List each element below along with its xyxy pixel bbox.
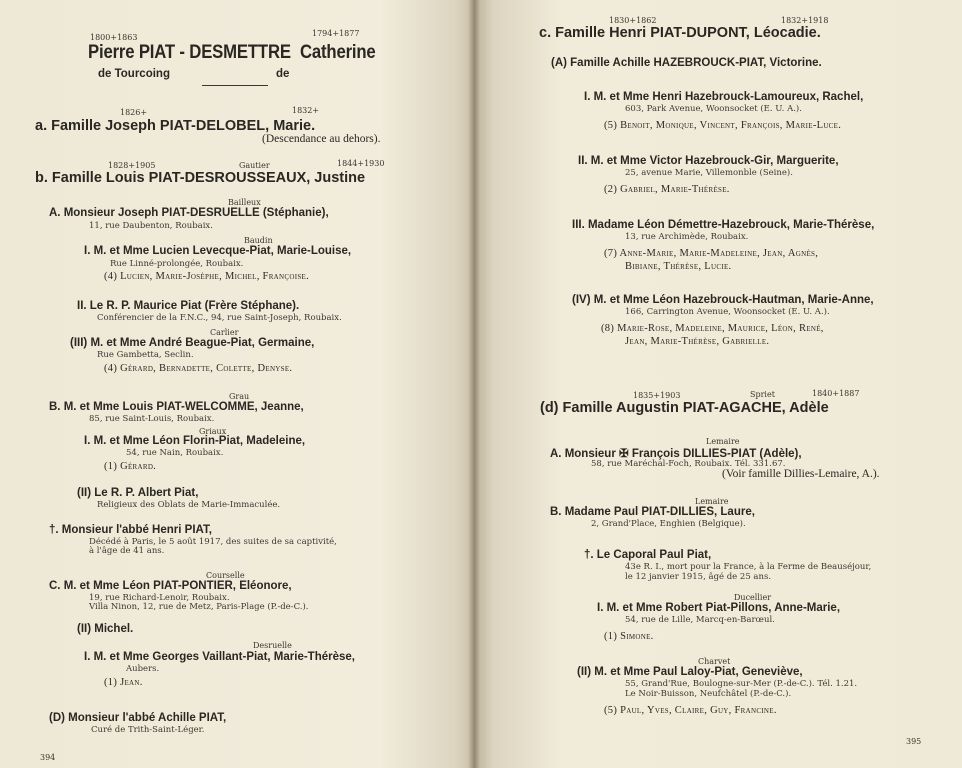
entry-dB-addr: 2, Grand'Place, Enghien (Belgique). (591, 519, 746, 529)
entry-dA-note: (Voir famille Dillies-Lemaire, A.). (722, 468, 880, 480)
entry-bD-addr: Curé de Trith-Saint-Léger. (91, 725, 205, 735)
entry-dB1: I. M. et Mme Robert Piat-Pillons, Anne-Marie, (597, 602, 841, 614)
entry-bB2: (II) Le R. P. Albert Piat, (77, 487, 199, 499)
entry-cA4-kids-2: Jean, Marie-Thérèse, Gabrielle. (625, 336, 770, 347)
entry-cA3-addr: 13, rue Archimède, Roubaix. (625, 232, 749, 242)
entry-cA3-kids-1: (7) Anne-Marie, Marie-Madeleine, Jean, Agnès, (604, 248, 819, 259)
b-dates-2: 1844+1930 (337, 159, 385, 168)
entry-abbe-addr-2: à l'âge de 41 ans. (89, 546, 165, 556)
entry-bC-addr-2: Villa Ninon, 12, rue de Metz, Paris-Plage (P.-de-C.). (89, 602, 309, 612)
bC1-maiden: Desruelle (253, 641, 292, 650)
entry-dB2-addr-1: 55, Grand'Rue, Boulogne-sur-Mer (P.-de-C.). Tél. 1.21. (625, 679, 858, 689)
title-pierre: Pierre PIAT - DESMETTRE (88, 42, 291, 63)
page-number-left: 394 (40, 753, 56, 762)
entry-dB2-addr-2: Le Noir-Buisson, Neufchâtel (P.-de-C.). (625, 689, 792, 699)
entry-dB1-addr: 54, rue de Lille, Marcq-en-Barœul. (625, 615, 775, 625)
entry-bD: (D) Monsieur l'abbé Achille PIAT, (49, 712, 227, 724)
dates-catherine: 1794+1877 (312, 29, 360, 38)
entry-bC: C. M. et Mme Léon PIAT-PONTIER, Eléonore, (49, 580, 292, 592)
header-rule (202, 85, 268, 86)
entry-bC2: (II) Michel. (77, 623, 134, 635)
entry-cA3-kids-2: Bibiane, Thérèse, Lucie. (625, 261, 732, 272)
b-dates-1: 1828+1905 (108, 161, 156, 170)
entry-abbe-henri: †. Monsieur l'abbé Henri PIAT, (49, 524, 212, 536)
family-d: (d) Famille Augustin PIAT-AGACHE, Adèle (540, 400, 829, 416)
title-catherine: Catherine (300, 42, 376, 63)
entry-bB2-addr: Religieux des Oblats de Marie-Immaculée. (97, 500, 281, 510)
entry-cA1-kids: (5) Benoit, Monique, Vincent, François, Marie-Luce. (604, 120, 842, 131)
entry-dB2: (II) M. et Mme Paul Laloy-Piat, Geneviève, (577, 666, 803, 678)
family-a: a. Famille Joseph PIAT-DELOBEL, Marie. (35, 118, 316, 134)
bA3-maiden: Carlier (210, 328, 239, 337)
entry-dB: B. Madame Paul PIAT-DILLIES, Laure, (550, 506, 755, 518)
entry-bA3: (III) M. et Mme André Beague-Piat, Germaine, (70, 337, 315, 349)
entry-caporal-addr-2: le 12 janvier 1915, âgé de 25 ans. (625, 572, 772, 582)
entry-cA2: II. M. et Mme Victor Hazebrouck-Gir, Marguerite, (578, 155, 839, 167)
entry-dA: A. Monsieur ✠ François DILLIES-PIAT (Adèle), (550, 448, 802, 460)
family-c: c. Famille Henri PIAT-DUPONT, Léocadie. (539, 25, 821, 41)
entry-cA2-addr: 25, avenue Marie, Villemonble (Seine). (625, 168, 793, 178)
dB1-maiden: Ducellier (734, 593, 772, 602)
dates-pierre: 1800+1863 (90, 33, 138, 42)
entry-abbe-addr-1: Décédé à Paris, le 5 août 1917, des suites de sa captivité, (89, 537, 337, 547)
b-maiden: Gautier (239, 161, 270, 170)
entry-caporal: †. Le Caporal Paul Piat, (584, 549, 712, 561)
left-page (0, 0, 474, 768)
book-gutter (468, 0, 480, 768)
d-dates-2: 1840+1887 (812, 389, 860, 398)
c-dates-1: 1830+1862 (609, 16, 657, 25)
entry-caporal-addr-1: 43e R. I., mort pour la France, à la Ferme de Beauséjour, (625, 562, 872, 572)
entry-cA4-addr: 166, Carrington Avenue, Woonsocket (E. U. A.). (625, 307, 830, 317)
dB-maiden: Lemaire (695, 497, 729, 506)
entry-bC1: I. M. et Mme Georges Vaillant-Piat, Marie-Thérèse, (84, 651, 355, 663)
page-number-right: 395 (906, 737, 922, 746)
entry-cA4-kids-1: (8) Marie-Rose, Madeleine, Maurice, Léon, René, (601, 323, 824, 334)
entry-bA: A. Monsieur Joseph PIAT-DESRUELLE (Stéphanie), (49, 207, 329, 219)
entry-bA1-addr: Rue Linné-prolongée, Roubaix. (110, 259, 244, 269)
dB2-maiden: Charvet (698, 657, 731, 666)
d-maiden: Spriet (750, 390, 775, 399)
bB1-maiden: Griaux (199, 427, 227, 436)
bA1-maiden: Baudin (244, 236, 273, 245)
entry-cA4: (IV) M. et Mme Léon Hazebrouck-Hautman, Marie-Anne, (572, 294, 874, 306)
entry-bC1-addr: Aubers. (126, 664, 160, 674)
entry-bB1: I. M. et Mme Léon Florin-Piat, Madeleine, (84, 435, 306, 447)
a-dates-2: 1832+ (292, 106, 320, 115)
entry-dB2-kids: (5) Paul, Yves, Claire, Guy, Francine. (604, 705, 777, 716)
entry-bA3-addr: Rue Gambetta, Seclin. (97, 350, 194, 360)
right-page (474, 0, 962, 768)
entry-bA-addr: 11, rue Daubenton, Roubaix. (89, 221, 213, 231)
family-b: b. Famille Louis PIAT-DESROUSSEAUX, Justine (35, 170, 366, 186)
d-dates-1: 1835+1903 (633, 391, 681, 400)
entry-bB-addr: 85, rue Saint-Louis, Roubaix. (89, 414, 215, 424)
entry-bA1-kids: (4) Lucien, Marie-Josèphe, Michel, Françoise. (104, 271, 310, 282)
entry-dB1-kids: (1) Simone. (604, 631, 654, 642)
a-dates-1: 1826+ (120, 108, 148, 117)
entry-bB: B. M. et Mme Louis PIAT-WELCOMME, Jeanne, (49, 401, 304, 413)
origin-left: de Tourcoing (98, 68, 170, 80)
entry-bA2-addr: Conférencier de la F.N.C., 94, rue Saint-Joseph, Roubaix. (97, 313, 342, 323)
entry-cA1: I. M. et Mme Henri Hazebrouck-Lamoureux, Rachel, (584, 91, 864, 103)
entry-dA-addr: 58, rue Maréchal-Foch, Roubaix. Tél. 331.67. (591, 459, 786, 469)
bB-maiden: Grau (229, 392, 250, 401)
entry-bB1-addr: 54, rue Nain, Roubaix. (126, 448, 224, 458)
entry-cA2-kids: (2) Gabriel, Marie-Thérèse. (604, 184, 730, 195)
c-dates-2: 1832+1918 (781, 16, 829, 25)
entry-cA: (A) Famille Achille HAZEBROUCK-PIAT, Victorine. (551, 57, 822, 69)
dA-maiden: Lemaire (706, 437, 740, 446)
entry-bA2: II. Le R. P. Maurice Piat (Frère Stéphane). (77, 300, 300, 312)
entry-bA3-kids: (4) Gérard, Bernadette, Colette, Denyse. (104, 363, 293, 374)
bC-maiden: Courselle (206, 571, 245, 580)
family-a-note: (Descendance au dehors). (262, 133, 381, 145)
entry-cA1-addr: 603, Park Avenue, Woonsocket (E. U. A.). (625, 104, 802, 114)
origin-right: de (276, 68, 290, 80)
entry-bC1-kids: (1) Jean. (104, 677, 143, 688)
bA-maiden: Bailleux (228, 198, 261, 207)
entry-bC-addr-1: 19, rue Richard-Lenoir, Roubaix. (89, 593, 230, 603)
entry-bB1-kids: (1) Gérard. (104, 461, 157, 472)
entry-bA1: I. M. et Mme Lucien Levecque-Piat, Marie-Louise, (84, 245, 352, 257)
entry-cA3: III. Madame Léon Démettre-Hazebrouck, Marie-Thérèse, (572, 219, 875, 231)
